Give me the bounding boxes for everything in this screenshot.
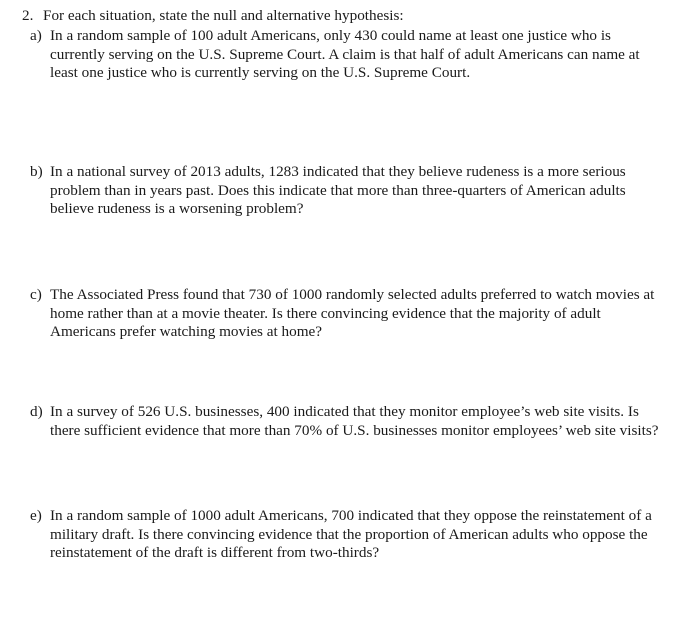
part-c-text <box>50 286 690 342</box>
part-d-text <box>50 403 690 440</box>
question-number: 2. <box>22 7 34 24</box>
part-e-label: e) <box>30 507 42 524</box>
part-e-line: military draft. Is there convincing evidence that the proportion of American adults who oppose the <box>50 525 648 543</box>
part-b-line: problem than in years past. Does this indicate that more than three-quarters of American adults <box>50 181 626 199</box>
part-e-text <box>50 507 690 563</box>
part-b-line: In a national survey of 2013 adults, 1283 indicated that they believe rudeness is a more serious <box>50 163 626 180</box>
part-a-text <box>50 27 690 83</box>
part-c-line: home rather than at a movie theater. Is there convincing evidence that the majority of adult <box>50 304 601 322</box>
part-c-line: Americans prefer watching movies at home? <box>50 323 323 340</box>
part-b-label: b) <box>30 163 43 180</box>
part-a-line: currently serving on the U.S. Supreme Court. A claim is that half of adult Americans can name at <box>50 45 640 63</box>
part-c-line: The Associated Press found that 730 of 1000 randomly selected adults preferred to watch movies at <box>50 286 655 303</box>
part-b-line: believe rudeness is a worsening problem? <box>50 200 304 217</box>
part-c-label: c) <box>30 286 42 303</box>
part-e-line: In a random sample of 1000 adult Americans, 700 indicated that they oppose the reinstatement of a <box>50 507 652 524</box>
part-b-text <box>50 163 690 219</box>
question-prompt: For each situation, state the null and alternative hypothesis: <box>43 7 404 24</box>
part-a-line: In a random sample of 100 adult Americans, only 430 could name at least one justice who is <box>50 27 611 44</box>
part-a-label: a) <box>30 27 42 44</box>
part-e-line: reinstatement of the draft is different from two-thirds? <box>50 544 380 561</box>
part-d-line: In a survey of 526 U.S. businesses, 400 indicated that they monitor employee’s web site visits. Is <box>50 403 639 420</box>
part-d-line: there sufficient evidence that more than 70% of U.S. businesses monitor employees’ web site visits? <box>50 421 659 439</box>
part-a-line: least one justice who is currently serving on the U.S. Supreme Court. <box>50 64 471 81</box>
part-d-label: d) <box>30 403 43 420</box>
